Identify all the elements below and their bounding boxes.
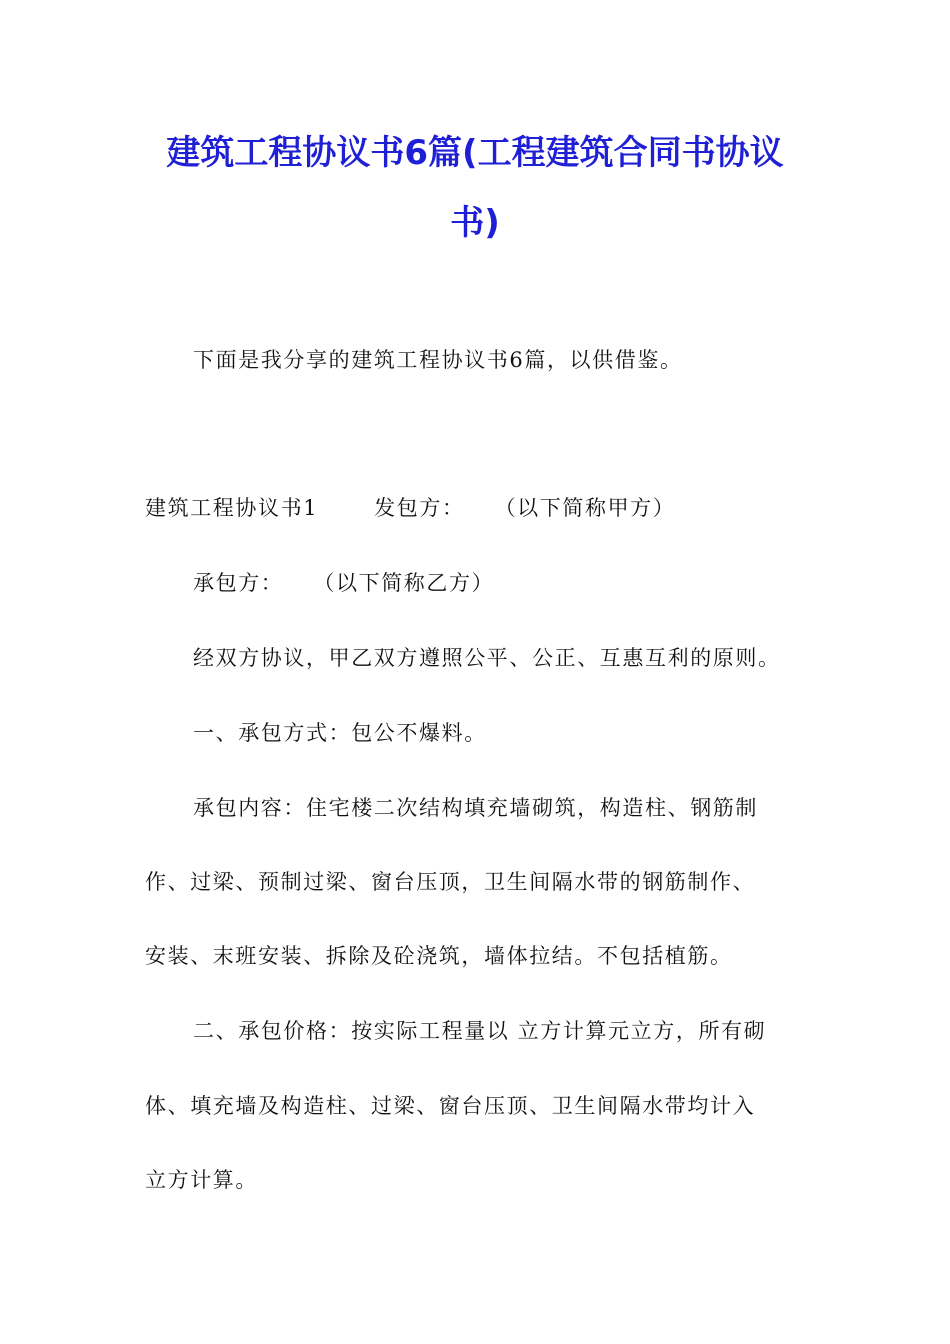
price-line-1: 二、承包价格：按实际工程量以 立方计算元立方，所有砌 (193, 1019, 767, 1043)
document-title-line-1: 建筑工程协议书6篇(工程建筑合同书协议 (166, 133, 784, 173)
document-title-line-2: 书) (450, 203, 500, 243)
party-b-row (193, 568, 494, 598)
intro-paragraph: 下面是我分享的建筑工程协议书6篇，以供借鉴。 (193, 348, 683, 372)
section-heading: 建筑工程协议书1 (145, 496, 319, 520)
party-b-label: 承包方： (193, 571, 284, 595)
content-line-1: 承包内容：住宅楼二次结构填充墙砌筑，构造柱、钢筋制 (193, 796, 758, 820)
party-a-note: （以下简称甲方） (494, 496, 676, 520)
agreement-statement: 经双方协议，甲乙双方遵照公平、公正、互惠互利的原则。 (193, 646, 781, 670)
party-a-label: 发包方： (374, 496, 465, 520)
price-line-3: 立方计算。 (145, 1168, 258, 1192)
content-line-3: 安装、末班安装、拆除及砼浇筑，墙体拉结。不包括植筋。 (145, 944, 733, 968)
price-line-2: 体、填充墙及构造柱、过梁、窗台压顶、卫生间隔水带均计入 (145, 1094, 756, 1118)
section-heading-row (145, 493, 675, 523)
clause-1: 一、承包方式：包公不爆料。 (193, 721, 487, 745)
party-b-note: （以下简称乙方） (313, 571, 495, 595)
content-line-2: 作、过梁、预制过梁、窗台压顶，卫生间隔水带的钢筋制作、 (145, 870, 756, 894)
